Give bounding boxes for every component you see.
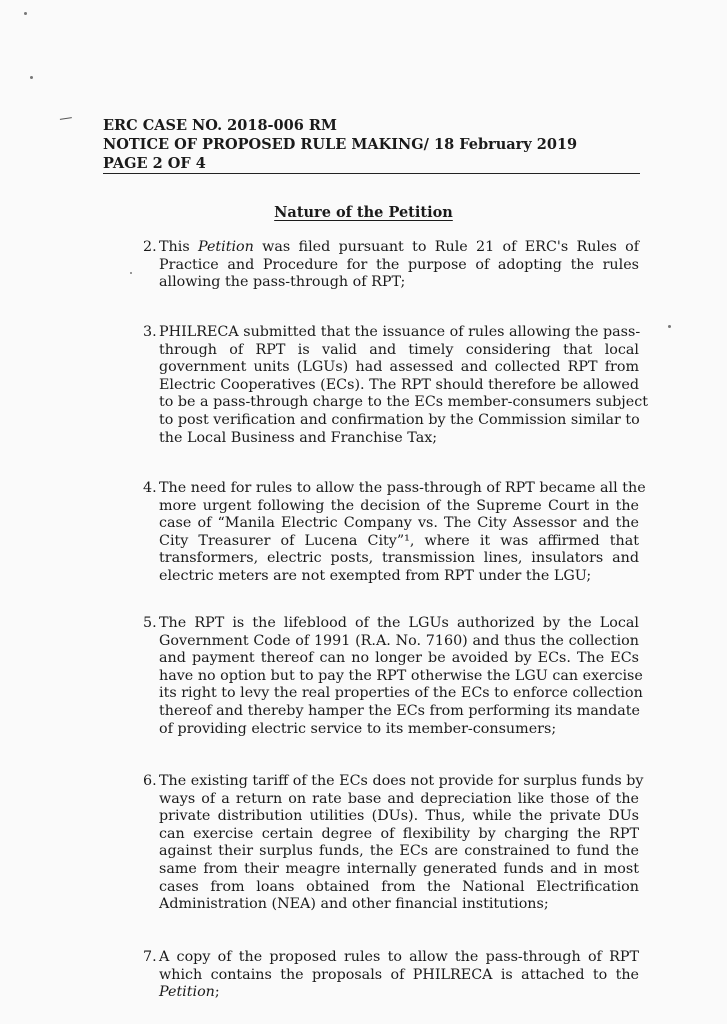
paragraph-number: 3. <box>143 324 157 340</box>
paragraph-line: This Petition was filed pursuant to Rule 21 of ERC's Rules of <box>159 239 639 255</box>
paragraph-number: 4. <box>143 480 157 496</box>
scan-speck <box>30 76 33 79</box>
paragraph-number: 5. <box>143 615 157 631</box>
paragraph-line: allowing the pass-through of RPT; <box>159 274 406 291</box>
paragraph-5 <box>143 615 643 738</box>
paragraph-line: Petition; <box>159 984 220 1001</box>
paragraph-line: case of “Manila Electric Company vs. The City Assessor and the <box>159 515 639 532</box>
paragraph-line: Government Code of 1991 (R.A. No. 7160) and thus the collection <box>159 632 639 649</box>
paragraph-number: 2. <box>143 239 157 255</box>
paragraph-line: The RPT is the lifeblood of the LGUs authorized by the Local <box>159 615 639 631</box>
paragraph-line: private distribution utilities (DUs). Thus, while the private DUs <box>159 808 639 825</box>
paragraph-line: The existing tariff of the ECs does not provide for surplus funds by <box>159 773 644 789</box>
paragraph-6 <box>143 773 644 914</box>
paragraph-line: transformers, electric posts, transmission lines, insulators and <box>159 550 639 567</box>
paragraph-3 <box>143 324 648 447</box>
paragraph-line: The need for rules to allow the pass-through of RPT became all the <box>159 480 646 496</box>
paragraph-line: through of RPT is valid and timely considering that local <box>159 341 639 358</box>
paragraph-number: 6. <box>143 773 157 789</box>
paragraph-line: can exercise certain degree of flexibility by charging the RPT <box>159 825 639 842</box>
paragraph-line: Electric Cooperatives (ECs). The RPT should therefore be allowed <box>159 376 639 393</box>
paragraph-line: to post verification and confirmation by the Commission similar to <box>159 411 640 428</box>
scan-speck <box>24 12 27 15</box>
header-rule <box>103 173 640 174</box>
paragraph-line: A copy of the proposed rules to allow the pass-through of RPT <box>159 949 639 965</box>
paragraph-line: which contains the proposals of PHILRECA is attached to the <box>159 966 639 983</box>
italic-term: Petition <box>159 984 215 1001</box>
paragraph-line: more urgent following the decision of the Supreme Court in the <box>159 497 639 514</box>
paragraph-line: against their surplus funds, the ECs are constrained to fund the <box>159 843 639 860</box>
scan-speck <box>130 272 132 274</box>
scan-speck <box>668 325 671 328</box>
scan-mark <box>60 117 72 122</box>
paragraph-line: the Local Business and Franchise Tax; <box>159 429 438 446</box>
paragraph-line: ways of a return on rate base and depreciation like those of the <box>159 790 639 807</box>
paragraph-line: cases from loans obtained from the National Electrification <box>159 878 639 895</box>
paragraph-line: electric meters are not exempted from RPT under the LGU; <box>159 567 592 584</box>
paragraph-2 <box>143 239 639 292</box>
paragraph-line: government units (LGUs) had assessed and collected RPT from <box>159 359 639 376</box>
paragraph-line: and payment thereof can no longer be avoided by ECs. The ECs <box>159 650 639 667</box>
paragraph-number: 7. <box>143 949 157 965</box>
paragraph-line: Practice and Procedure for the purpose of adopting the rules <box>159 256 639 273</box>
section-heading: Nature of the Petition <box>274 204 453 221</box>
paragraph-line: its right to levy the real properties of the ECs to enforce collection <box>159 685 643 702</box>
paragraph-4 <box>143 480 646 586</box>
paragraph-line: City Treasurer of Lucena City”¹, where it was affirmed that <box>159 532 639 549</box>
paragraph-line: thereof and thereby hamper the ECs from performing its mandate <box>159 702 640 719</box>
notice-title: NOTICE OF PROPOSED RULE MAKING/ 18 February 2019 <box>103 136 578 153</box>
document-header <box>103 116 643 174</box>
case-number: ERC CASE NO. 2018-006 RM <box>103 117 337 134</box>
paragraph-line: PHILRECA submitted that the issuance of rules allowing the pass- <box>159 324 641 340</box>
paragraph-line: Administration (NEA) and other financial institutions; <box>159 896 549 913</box>
paragraph-line: have no option but to pay the RPT otherwise the LGU can exercise <box>159 667 643 684</box>
paragraph-line: of providing electric service to its member-consumers; <box>159 720 557 737</box>
page-number: PAGE 2 OF 4 <box>103 155 206 172</box>
paragraph-7 <box>143 949 639 1002</box>
italic-term: Petition <box>197 239 254 255</box>
paragraph-line: to be a pass-through charge to the ECs member-consumers subject <box>159 394 648 411</box>
paragraph-line: same from their meagre internally generated funds and in most <box>159 860 639 877</box>
